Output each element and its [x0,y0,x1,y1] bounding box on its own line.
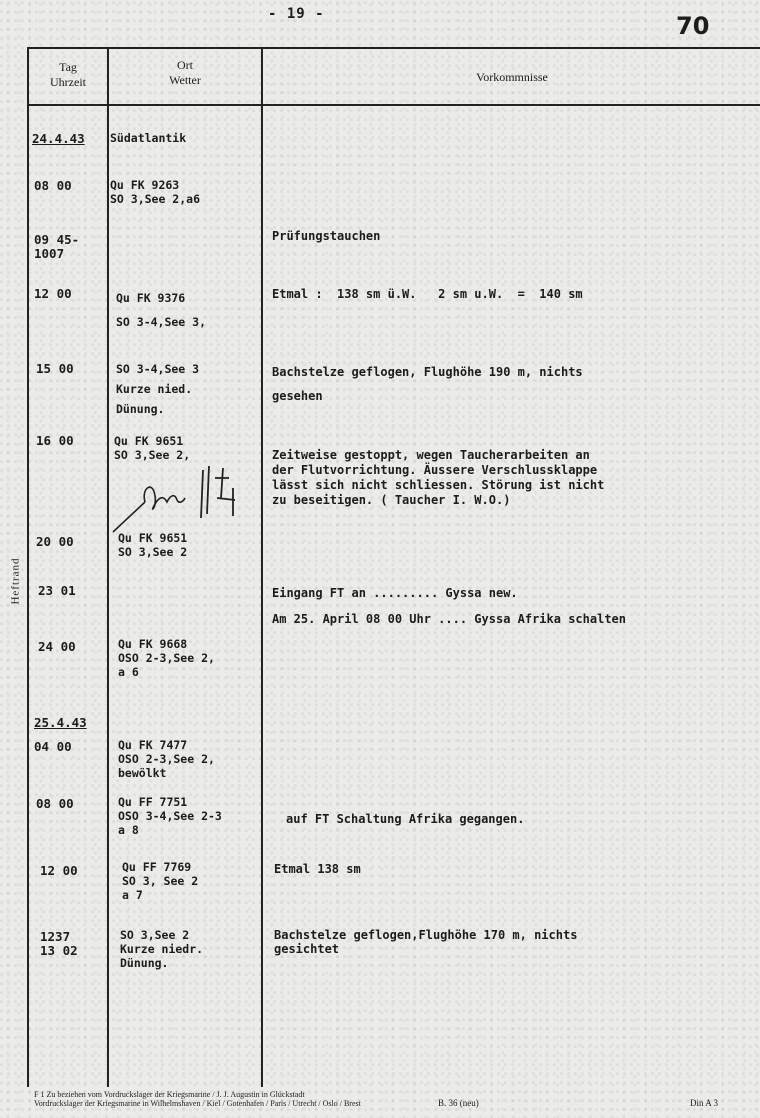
entry-event: auf FT Schaltung Afrika gegangen. [286,812,525,826]
table-left-rule [27,47,29,1087]
footer-printer-line1: F 1 Zu beziehen vom Vordruckslager der Kriegsmarine / J. J. Augustin in Glückstadt [34,1090,305,1099]
entry-event: Etmal : 138 sm ü.W. 2 sm u.W. = 140 sm [272,287,583,301]
header-tag: Tag [59,60,77,74]
entry-event: Etmal 138 sm [274,862,361,876]
entry-time: 09 45- 1007 [34,232,80,261]
header-uhrzeit: Uhrzeit [50,75,86,89]
header-wetter: Wetter [169,73,201,87]
entry-event: Bachstelze geflogen, Flughöhe 190 m, nichts gesehen [272,365,583,403]
entry-time: 15 00 [36,361,74,376]
entry-place: Qu FK 9668 OSO 2-3,See 2, a 6 [118,637,215,679]
entry-time: 04 00 [34,739,72,754]
header-vorkommnisse: Vorkommnisse [476,70,548,84]
footer-paper-format: Din A 3 [690,1098,719,1108]
entry-date: 25.4.43 [34,715,87,730]
entry-time: 23 01 [38,583,76,598]
stamp-number: 70 [676,12,710,40]
entry-event: Zeitweise gestoppt, wegen Taucherarbeiten an der Flutvorrichtung. Äussere Verschlussklappe lässt sich nicht schliessen. Störung ist nicht zu beseitigen. ( Taucher I. W.O.) [272,448,605,507]
entry-time: 24 00 [38,639,76,654]
entry-place: SO 3,See 2 Kurze niedr. Dünung. [120,928,204,970]
entry-place: Südatlantik [110,131,187,145]
entry-place: Qu FF 7769 SO 3, See 2 a 7 [122,860,199,902]
entry-time: 20 00 [36,534,74,549]
entry-place: Qu FK 9651 SO 3,See 2, [114,434,191,462]
entry-place: SO 3-4,See 3 Kurze nied. Dünung. [116,362,200,416]
entry-time: 12 00 [34,286,72,301]
entry-time: 1237 13 02 [40,929,78,958]
footer-printer-line2: Vordruckslager der Kriegsmarine in Wilhelmshaven / Kiel / Gotenhafen / Paris / Utrecht / Oslo / Brest [34,1099,361,1108]
signature-mark [105,458,255,538]
footer-printer [34,1090,394,1108]
table-top-rule [28,47,760,49]
margin-label: Heftrand [9,557,22,605]
entry-date: 24.4.43 [32,131,85,146]
entry-place: Qu FK 7477 OSO 2-3,See 2, bewölkt [118,738,215,780]
footer-form-number: B. 36 (neu) [438,1098,479,1108]
entry-time: 12 00 [40,863,78,878]
entry-place: Qu FK 9651 SO 3,See 2 [118,531,188,559]
entry-time: 16 00 [36,433,74,448]
header-ort: Ort [177,58,193,72]
entry-event: Bachstelze geflogen,Flughöhe 170 m, nichts gesichtet [274,928,578,956]
entry-event: Eingang FT an ......... Gyssa new. Am 25. April 08 00 Uhr .... Gyssa Afrika schalten [272,586,627,626]
entry-time: 08 00 [36,796,74,811]
entry-place: Qu FK 9263 SO 3,See 2,a6 [110,178,201,206]
table-header-rule [28,104,760,106]
entry-place: Qu FK 9376 SO 3-4,See 3, [116,291,207,329]
entry-event: Prüfungstauchen [272,229,381,243]
col-divider-1 [107,47,109,1087]
header-ort-wetter [110,58,260,88]
page-number: - 19 - [268,6,325,22]
header-tag-uhrzeit [30,60,106,90]
col-divider-2 [261,47,263,1087]
entry-time: 08 00 [34,178,72,193]
entry-place: Qu FF 7751 OSO 3-4,See 2-3 a 8 [118,795,222,837]
